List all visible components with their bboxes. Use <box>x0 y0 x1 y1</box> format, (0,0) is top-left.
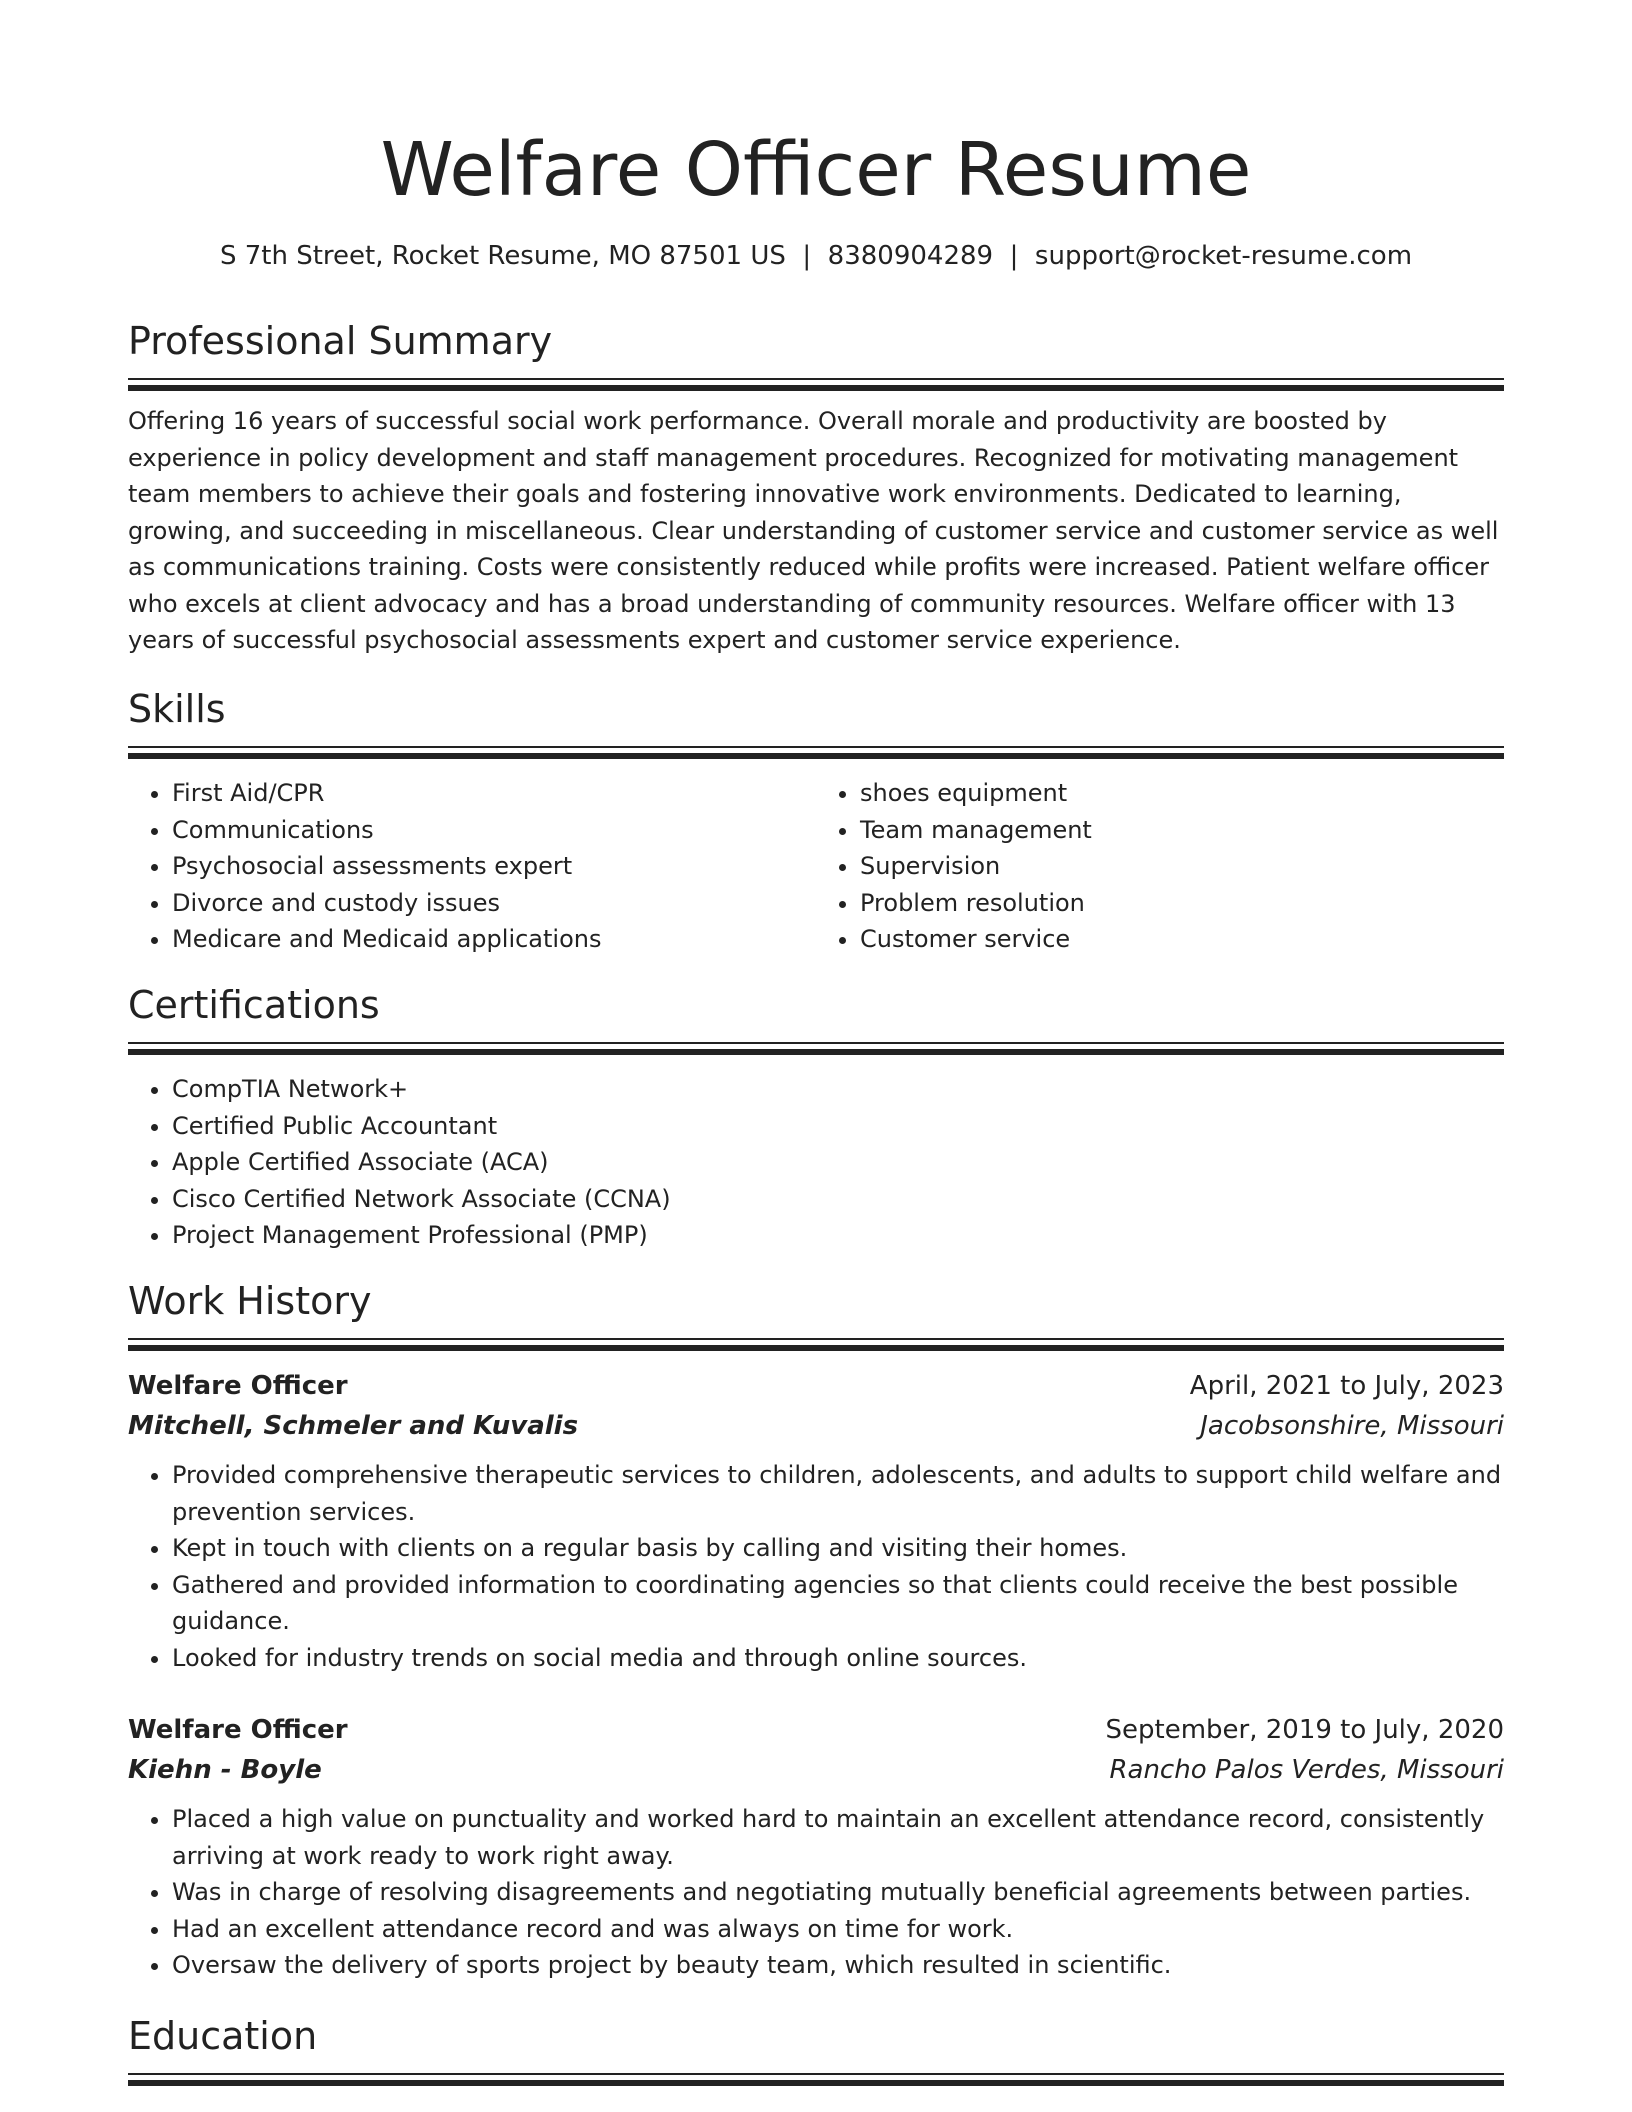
section-divider <box>128 746 1504 759</box>
list-item: • Apple Certified Associate (ACA) <box>172 1144 1504 1181</box>
list-item: • Psychosocial assessments expert <box>172 848 816 885</box>
list-item: • Looked for industry trends on social media and through online sources. <box>172 1640 1504 1677</box>
list-item: • Cisco Certified Network Associate (CCNA) <box>172 1181 1504 1218</box>
section-divider <box>128 378 1504 391</box>
job-location: Jacobsonshire, Missouri <box>1200 1411 1504 1441</box>
job-entry <box>128 1711 1504 1984</box>
list-item: • Team management <box>860 812 1504 849</box>
job-company: Kiehn - Boyle <box>128 1755 322 1785</box>
list-item: • Provided comprehensive therapeutic services to children, adolescents, and adults to support child welfare and prevention services. <box>172 1457 1504 1530</box>
list-item: • shoes equipment <box>860 775 1504 812</box>
skills-list-right <box>816 775 1504 958</box>
certifications-heading: Certifications <box>128 983 380 1027</box>
contact-line: S 7th Street, Rocket Resume, MO 87501 US | 8380904289 | support@rocket-resume.com <box>219 241 1413 271</box>
job-entry <box>128 1367 1504 1676</box>
work-history-section <box>128 1276 1504 1351</box>
work-history-heading: Work History <box>128 1279 372 1323</box>
list-item: • Was in charge of resolving disagreements and negotiating mutually beneficial agreements between parties. <box>172 1874 1504 1911</box>
page-title: Welfare Officer Resume <box>380 127 1252 213</box>
summary-section <box>128 316 1504 659</box>
list-item: • Placed a high value on punctuality and worked hard to maintain an excellent attendance record, consistently arriving at work ready to work right away. <box>172 1801 1504 1874</box>
skills-columns <box>128 759 1504 958</box>
list-item: • Had an excellent attendance record and was always on time for work. <box>172 1911 1504 1948</box>
job-bullets <box>128 1801 1504 1984</box>
certifications-section <box>128 980 1504 1254</box>
list-item: • Gathered and provided information to coordinating agencies so that clients could receive the best possible guidance. <box>172 1567 1504 1640</box>
job-dates: September, 2019 to July, 2020 <box>1105 1715 1504 1745</box>
section-divider <box>128 1338 1504 1351</box>
list-item: • Oversaw the delivery of sports project by beauty team, which resulted in scientific. <box>172 1947 1504 1984</box>
summary-heading: Professional Summary <box>128 319 553 363</box>
skills-list-left <box>128 775 816 958</box>
certifications-list <box>128 1071 1504 1254</box>
list-item: • Problem resolution <box>860 885 1504 922</box>
section-divider <box>128 1042 1504 1055</box>
list-item: • Certified Public Accountant <box>172 1108 1504 1145</box>
list-item: • Supervision <box>860 848 1504 885</box>
job-location: Rancho Palos Verdes, Missouri <box>1109 1755 1504 1785</box>
skills-section <box>128 684 1504 958</box>
job-company: Mitchell, Schmeler and Kuvalis <box>128 1411 579 1441</box>
job-title: Welfare Officer <box>128 1371 348 1401</box>
list-item: • Kept in touch with clients on a regular basis by calling and visiting their homes. <box>172 1530 1504 1567</box>
job-bullets <box>128 1457 1504 1676</box>
list-item: • CompTIA Network+ <box>172 1071 1504 1108</box>
section-divider <box>128 2073 1504 2086</box>
job-dates: April, 2021 to July, 2023 <box>1189 1371 1504 1401</box>
skills-heading: Skills <box>128 687 226 731</box>
education-section <box>128 2011 1504 2086</box>
list-item: • Communications <box>172 812 816 849</box>
list-item: • Project Management Professional (PMP) <box>172 1217 1504 1254</box>
summary-text: Offering 16 years of successful social work performance. Overall morale and productivity are boosted by experience in policy development and staff management procedures. Recognized for motivating management team members to achieve their goals and fostering innovative work environments. Dedicated to learning, growing, and succeeding in miscellaneous. Clear understanding of customer service and customer service as well as communications training. Costs were consistently reduced while profits were increased. Patient welfare officer who excels at client advocacy and has a broad understanding of community resources. Welfare officer with 13 years of successful psychosocial assessments expert and customer service experience. <box>128 407 1499 654</box>
list-item: • Medicare and Medicaid applications <box>172 921 816 958</box>
list-item: • First Aid/CPR <box>172 775 816 812</box>
job-title: Welfare Officer <box>128 1715 348 1745</box>
list-item: • Divorce and custody issues <box>172 885 816 922</box>
education-heading: Education <box>128 2014 318 2058</box>
list-item: • Customer service <box>860 921 1504 958</box>
